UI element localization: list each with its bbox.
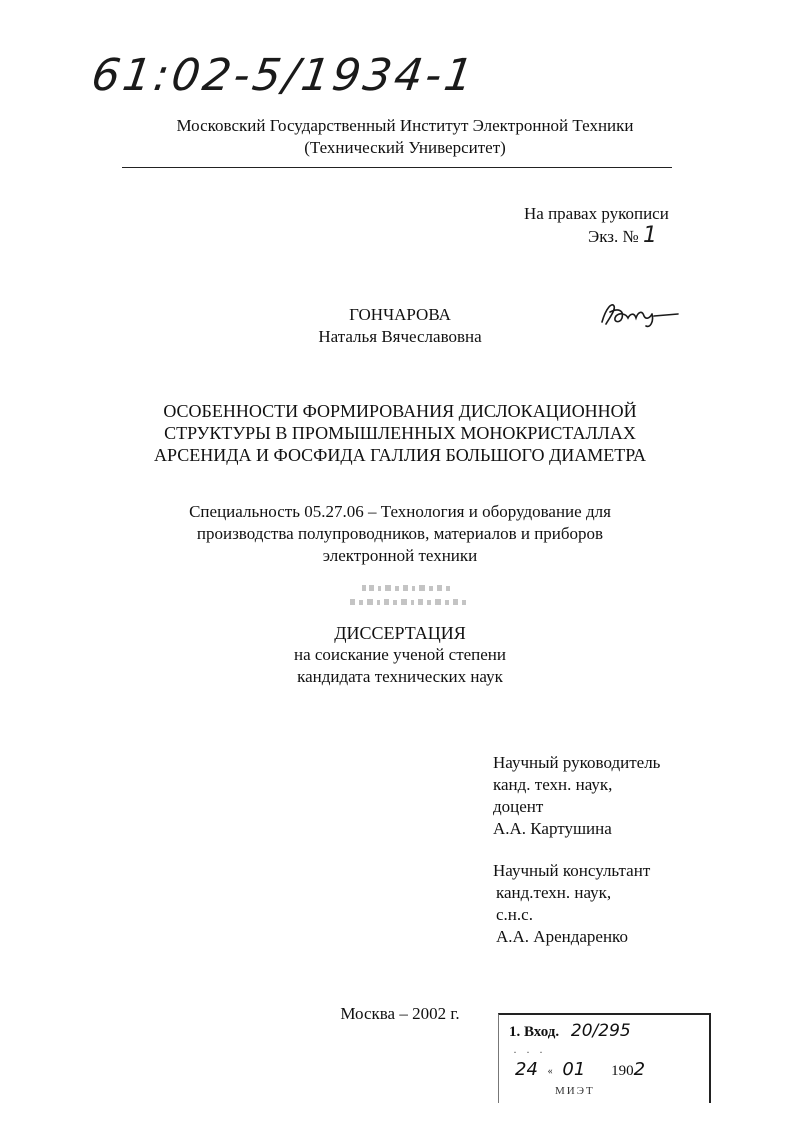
author-surname: ГОНЧАРОВА <box>349 305 451 324</box>
copy-number-line <box>588 225 669 248</box>
consultant-role: Научный консультант <box>493 861 651 880</box>
entry-stamp-year: 2 <box>633 1059 646 1080</box>
archive-code: 61:02-5/1934-1 <box>88 50 479 101</box>
title-line: АРСЕНИДА И ФОСФИДА ГАЛЛИЯ БОЛЬШОГО ДИАМЕТРА <box>154 445 646 465</box>
header-divider <box>122 167 672 168</box>
manuscript-rights <box>524 203 669 248</box>
faded-library-stamp <box>342 582 482 612</box>
specialty-line: электронной техники <box>322 546 478 565</box>
author-signature <box>598 298 680 330</box>
degree-line: на соискание ученой степени <box>293 645 507 664</box>
entry-stamp <box>498 1013 711 1103</box>
institute-block <box>60 115 750 159</box>
consultant-block <box>493 860 650 948</box>
entry-stamp-number-line <box>509 1021 631 1041</box>
stamp-separator: « <box>547 1066 553 1078</box>
specialty-line: Специальность 05.27.06 – Технология и оборудование для <box>189 502 611 521</box>
supervisor-degree: канд. техн. наук, <box>493 775 613 794</box>
specialty-line: производства полупроводников, материалов и приборов <box>196 524 604 543</box>
author-block <box>250 304 550 348</box>
dissertation-title <box>110 400 690 466</box>
supervisor-rank: доцент <box>493 797 544 816</box>
copy-number: 1 <box>642 223 658 248</box>
stamp-dots: · · · <box>513 1045 546 1059</box>
document-type: ДИССЕРТАЦИЯ <box>334 623 466 643</box>
entry-stamp-org: МИЭТ <box>555 1085 595 1097</box>
entry-stamp-month: 01 <box>562 1059 586 1080</box>
title-line: СТРУКТУРЫ В ПРОМЫШЛЕННЫХ МОНОКРИСТАЛЛАХ <box>164 423 636 443</box>
entry-stamp-number: 20/295 <box>570 1021 631 1041</box>
institute-name: Московский Государственный Институт Электронной Техники <box>176 116 634 135</box>
author-given-names: Наталья Вячеславовна <box>318 327 482 346</box>
entry-stamp-label: 1. Вход. <box>509 1024 560 1040</box>
degree-line: кандидата технических наук <box>297 667 503 686</box>
specialty-block <box>120 501 680 567</box>
rights-label: На правах рукописи <box>524 204 669 223</box>
city-year: Москва – 2002 г. <box>340 1004 460 1023</box>
supervisor-role: Научный руководитель <box>493 753 661 772</box>
entry-stamp-year-prefix: 190 <box>611 1063 634 1079</box>
entry-stamp-date <box>515 1059 645 1080</box>
consultant-rank: с.н.с. <box>496 905 533 924</box>
supervisor-name: А.А. Картушина <box>493 819 612 838</box>
supervisor-block <box>493 752 660 840</box>
degree-block <box>200 622 600 688</box>
consultant-degree: канд.техн. наук, <box>496 883 612 902</box>
institute-subtitle: (Технический Университет) <box>304 138 506 157</box>
title-line: ОСОБЕННОСТИ ФОРМИРОВАНИЯ ДИСЛОКАЦИОННОЙ <box>163 401 637 421</box>
consultant-name: А.А. Арендаренко <box>496 927 628 946</box>
entry-stamp-day: 24 <box>515 1059 538 1080</box>
copy-label: Экз. № <box>588 227 639 246</box>
